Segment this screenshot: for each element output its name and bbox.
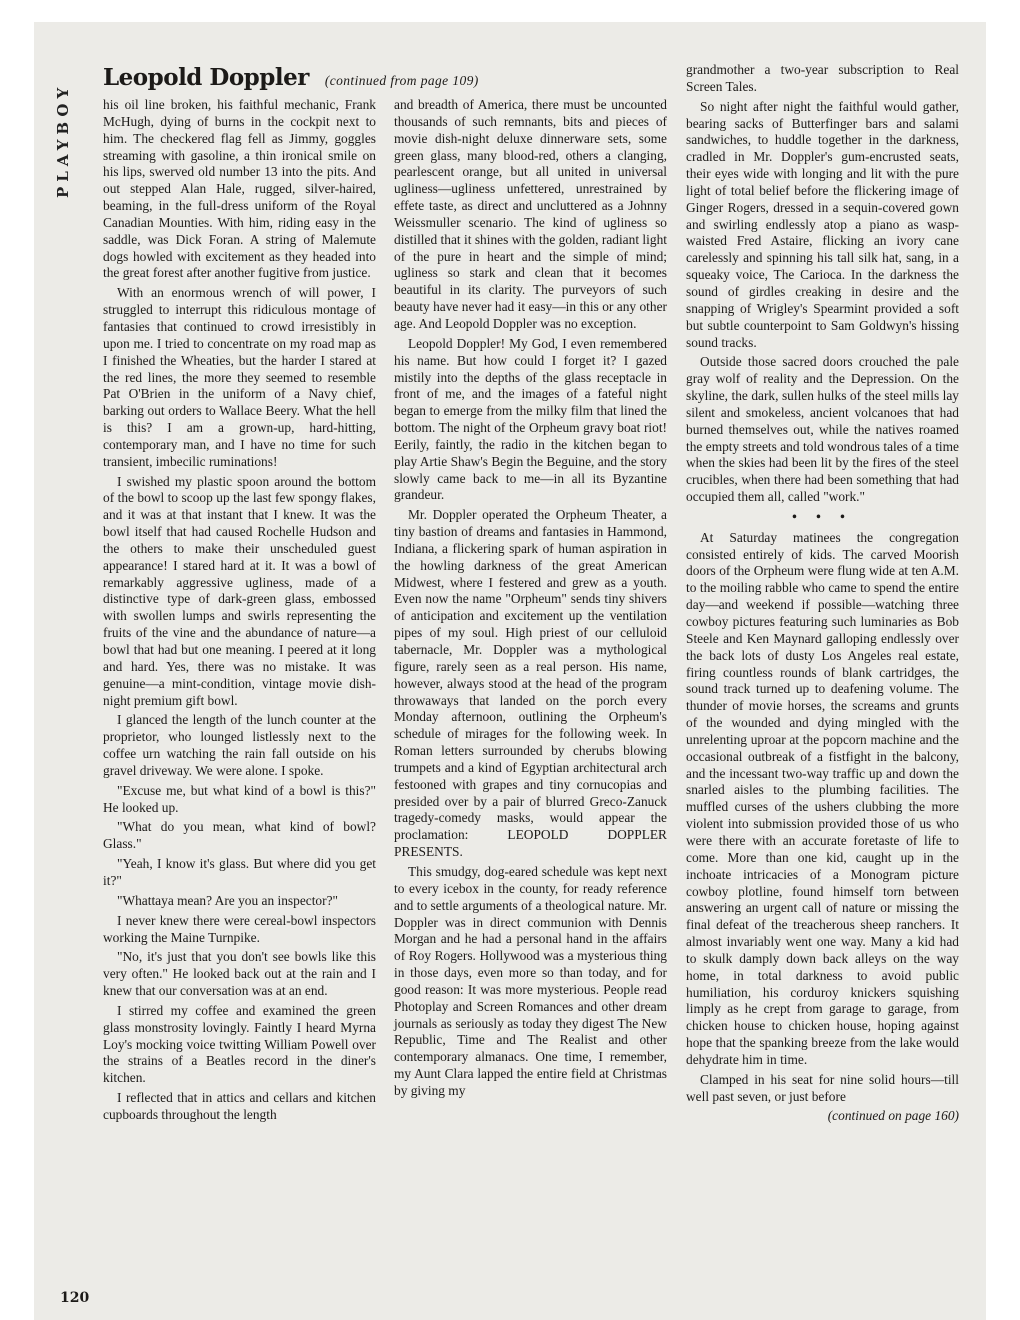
paragraph: I swished my plastic spoon around the bottom of the bowl to scoop up the last few spongy flakes, and it was at that instant that I knew. It was the bowl itself that had caused Rochelle Hudson and the others to make their unscheduled guest appearance! I stared hard at it. It was a bowl of remarkably aggressive ugliness, made of a distinctive type of dark-green glass, embossed with swollen lumps and swirls representing the fruits of the vine and the abundance of nature—a bowl that had but one meaning. I peered at it long and hard. Yes, there was no mistake. It was genuine—a mint-condition, vintage movie dish-night premium gift bowl. xyxy=(103,473,376,708)
paragraph: grandmother a two-year subscription to Real Screen Tales. xyxy=(686,62,959,94)
paragraph: At Saturday matinees the congregation consisted entirely of kids. The carved Moorish doors of the Orpheum were flung wide at ten A.M. to the moiling rabble who came to spend the entire day—and weekend if possible—watching three cowboy pictures featuring such luminaries as Bob Steele and Ken Maynard galloping endlessly over the back lots of dusty Los Angeles real estate, firing countless rounds of blank cartridges, the sound track turned up to deafening volume. The thunder of movie horses, the screams and grunts of the wounded and dying mingled with the unrelenting uproar at the popcorn machine and the occasional outbreak of a fistfight in the balcony, and the incessant two-way traffic up and down the snarled aisles to the plumbing facilities. The muffled curses of the ushers clubbing the more violent into submission provided those of us who were there with an accurate foretaste of life to come. More than one kid, caught up in the inchoate intricacies of a Monogram picture cowboy plotline, found himself torn between answering an urgent call of nature or missing the final defeat of the treacherous sheep ranchers. It almost invariably went one way. Many a kid had to skulk damply down back alleys on the way home, in total darkness to avoid public humiliation, his corduroy knickers squishing limply as he crept from garage to garage, from chicken house to chicken house, hoping against hope that the spanking breeze from the lake would dehydrate him in time. xyxy=(686,529,959,1067)
paragraph: Mr. Doppler operated the Orpheum Theater, a tiny bastion of dreams and fantasies in Hammond, Indiana, a flickering spark of human aspiration in the howling darkness of the great American Midwest, where I festered and grew as a youth. Even now the name "Orpheum" sends tiny shivers of anticipation and excitement up the ventilation pipes of my soul. High priest of our celluloid tabernacle, Mr. Doppler was a mythological figure, rarely seen as a real person. His name, however, always stood at the head of the program throwaways that landed on the porch every Monday afternoon, outlining the Orpheum's schedule of mirages for the following week. In Roman letters surrounded by cherubs blowing trumpets and a kind of Egyptian architectural arch festooned with grapes and tiny cornucopias and presided over by a pair of blurred Greco-Zanuck tragedy-comedy masks, would appear the proclamation: LEOPOLD DOPPLER PRESENTS. xyxy=(394,507,667,860)
continued-from: (continued from page 109) xyxy=(324,73,479,88)
text-column-1 xyxy=(103,97,376,1127)
paragraph: Clamped in his seat for nine solid hours—till well past seven, or just before xyxy=(686,1071,959,1104)
paragraph: Outside those sacred doors crouched the pale gray wolf of reality and the Depression. On the skyline, the dark, sullen hulks of the steel mills lay silent and smokeless, ancient volcanoes that had burned themselves out, while the natives roamed the empty streets and told wondrous tales of a time when the skies had been lit by the fires of the steel crucibles, when there had been something that had occupied them all, called "work." xyxy=(686,354,959,505)
paragraph: "Yeah, I know it's glass. But where did you get it?" xyxy=(103,856,376,888)
paragraph: "No, it's just that you don't see bowls like this very often." He looked back out at the rain and I knew that our conversation was at an end. xyxy=(103,949,376,999)
paragraph: I glanced the length of the lunch counter at the proprietor, who lounged listlessly next to the coffee urn watching the rain fall outside on his gravel driveway. We were alone. I spoke. xyxy=(103,712,376,778)
paragraph: "Whattaya mean? Are you an inspector?" xyxy=(117,892,338,908)
article-headline xyxy=(103,64,623,100)
paragraph: I stirred my coffee and examined the green glass monstrosity lovingly. Faintly I heard Myrna Loy's mocking voice twitting William Powell over the strains of a Beatles record in the diner's kitchen. xyxy=(103,1002,376,1086)
paragraph: "Excuse me, but what kind of a bowl is this?" He looked up. xyxy=(103,782,376,815)
paragraph: This smudgy, dog-eared schedule was kept next to every icebox in the county, for ready reference and to settle arguments of a theological nature. Mr. Doppler was in direct communion with Dennis Morgan and he had a personal hand in the affairs of Roy Rogers. Hollywood was a mysterious thing in those days, even more so than today, and for good reason: It was more mysterious. People read Photoplay and Screen Romances and other dream journals as seriously as today they digest The New Republic, Time and The Realist and other contemporary almanacs. One time, I remember, my Aunt Clara lapped the entire field at Christmas by giving my xyxy=(394,863,667,1098)
page-number: 120 xyxy=(60,1290,90,1306)
magazine-name: PLAYBOY xyxy=(54,82,72,198)
continued-on: (continued on page 160) xyxy=(827,1108,959,1124)
paragraph: and breadth of America, there must be uncounted thousands of such remnants, bits and pieces of movie dish-night deluxe dinnerware sets, some green glass, many blood-red, others a clanging, pearlescent orange, but all united in universal ugliness—ugliness unfettered, unrestrained by effete taste, as direct and uncluttered as a Johnny Weissmuller scenario. The kind of ugliness so distilled that it shines with the golden, radiant light of the pure in heart and the simple of mind; ugliness so stark and clean that it becomes beautiful in its clarity. The purveyors of such beauty have never had it easy—in this or any other age. And Leopold Doppler was no exception. xyxy=(394,97,667,331)
paragraph: Leopold Doppler! My God, I even remembered his name. But how could I forget it? I gazed mistily into the depths of the glass receptacle in front of me, and the images of a fateful night began to emerge from the milky film that lined the bottom. The night of the Orpheum gravy boat riot! Eerily, faintly, the radio in the kitchen began to play Artie Shaw's Begin the Beguine, and the story slowly came back to me—in all its Byzantine grandeur. xyxy=(394,335,667,503)
text-column-2 xyxy=(394,97,667,1103)
section-break: • • • xyxy=(792,508,853,524)
paragraph: "What do you mean, what kind of bowl? Glass." xyxy=(103,819,376,852)
article-title: Leopold Doppler xyxy=(103,64,309,91)
text-column-3 xyxy=(686,62,959,1128)
paragraph: So night after night the faithful would gather, bearing sacks of Butterfinger bars and salami sandwiches, to huddle together in the darkness, cradled in Mr. Doppler's gum-encrusted seats, their eyes wide with longing and lit with the pure light of total belief before the flickering image of Ginger Rogers, dressed in a sequin-covered gown and swirling endlessly atop a piano as wasp-waisted Fred Astaire, flicking an ivory cane carelessly and spinning his tall silk hat, sang, in a squeaky voice, The Carioca. In the darkness the sound of girdles creaking in desire and the snapping of Wrigley's Spearmint provided a soft but subtle counterpoint to Sam Goldwyn's hissing sound tracks. xyxy=(686,98,959,350)
paragraph: his oil line broken, his faithful mechanic, Frank McHugh, dying of burns in the cockpit next to him. The checkered flag fell as Jimmy, goggles streaming with gasoline, a thin ironical smile on his lips, swerved old number 13 into the pits. And out stepped Alan Hale, rugged, silver-haired, beaming, in the full-dress uniform of the Royal Canadian Mounties. With him, riding easy in the saddle, was Dick Foran. A string of Malemute dogs howled with excitement as they headed into the great forest after another fugitive from justice. xyxy=(103,97,376,281)
paragraph: I never knew there were cereal-bowl inspectors working the Maine Turnpike. xyxy=(103,912,376,945)
paragraph: With an enormous wrench of will power, I struggled to interrupt this ridiculous montage of fantasies that continued to crowd irresistibly in upon me. I tried to concentrate on my road map as I finished the Wheaties, but the harder I stared at the red lines, the more they seemed to resemble Pat O'Brien in the uniform of a Navy chief, barking out orders to Wallace Beery. What the hell is this? I am a grown-up, hard-hitting, contemporary man, and I have no time for such transient, imbecilic ruminations! xyxy=(103,285,376,469)
paragraph: I reflected that in attics and cellars and kitchen cupboards throughout the length xyxy=(103,1090,376,1122)
